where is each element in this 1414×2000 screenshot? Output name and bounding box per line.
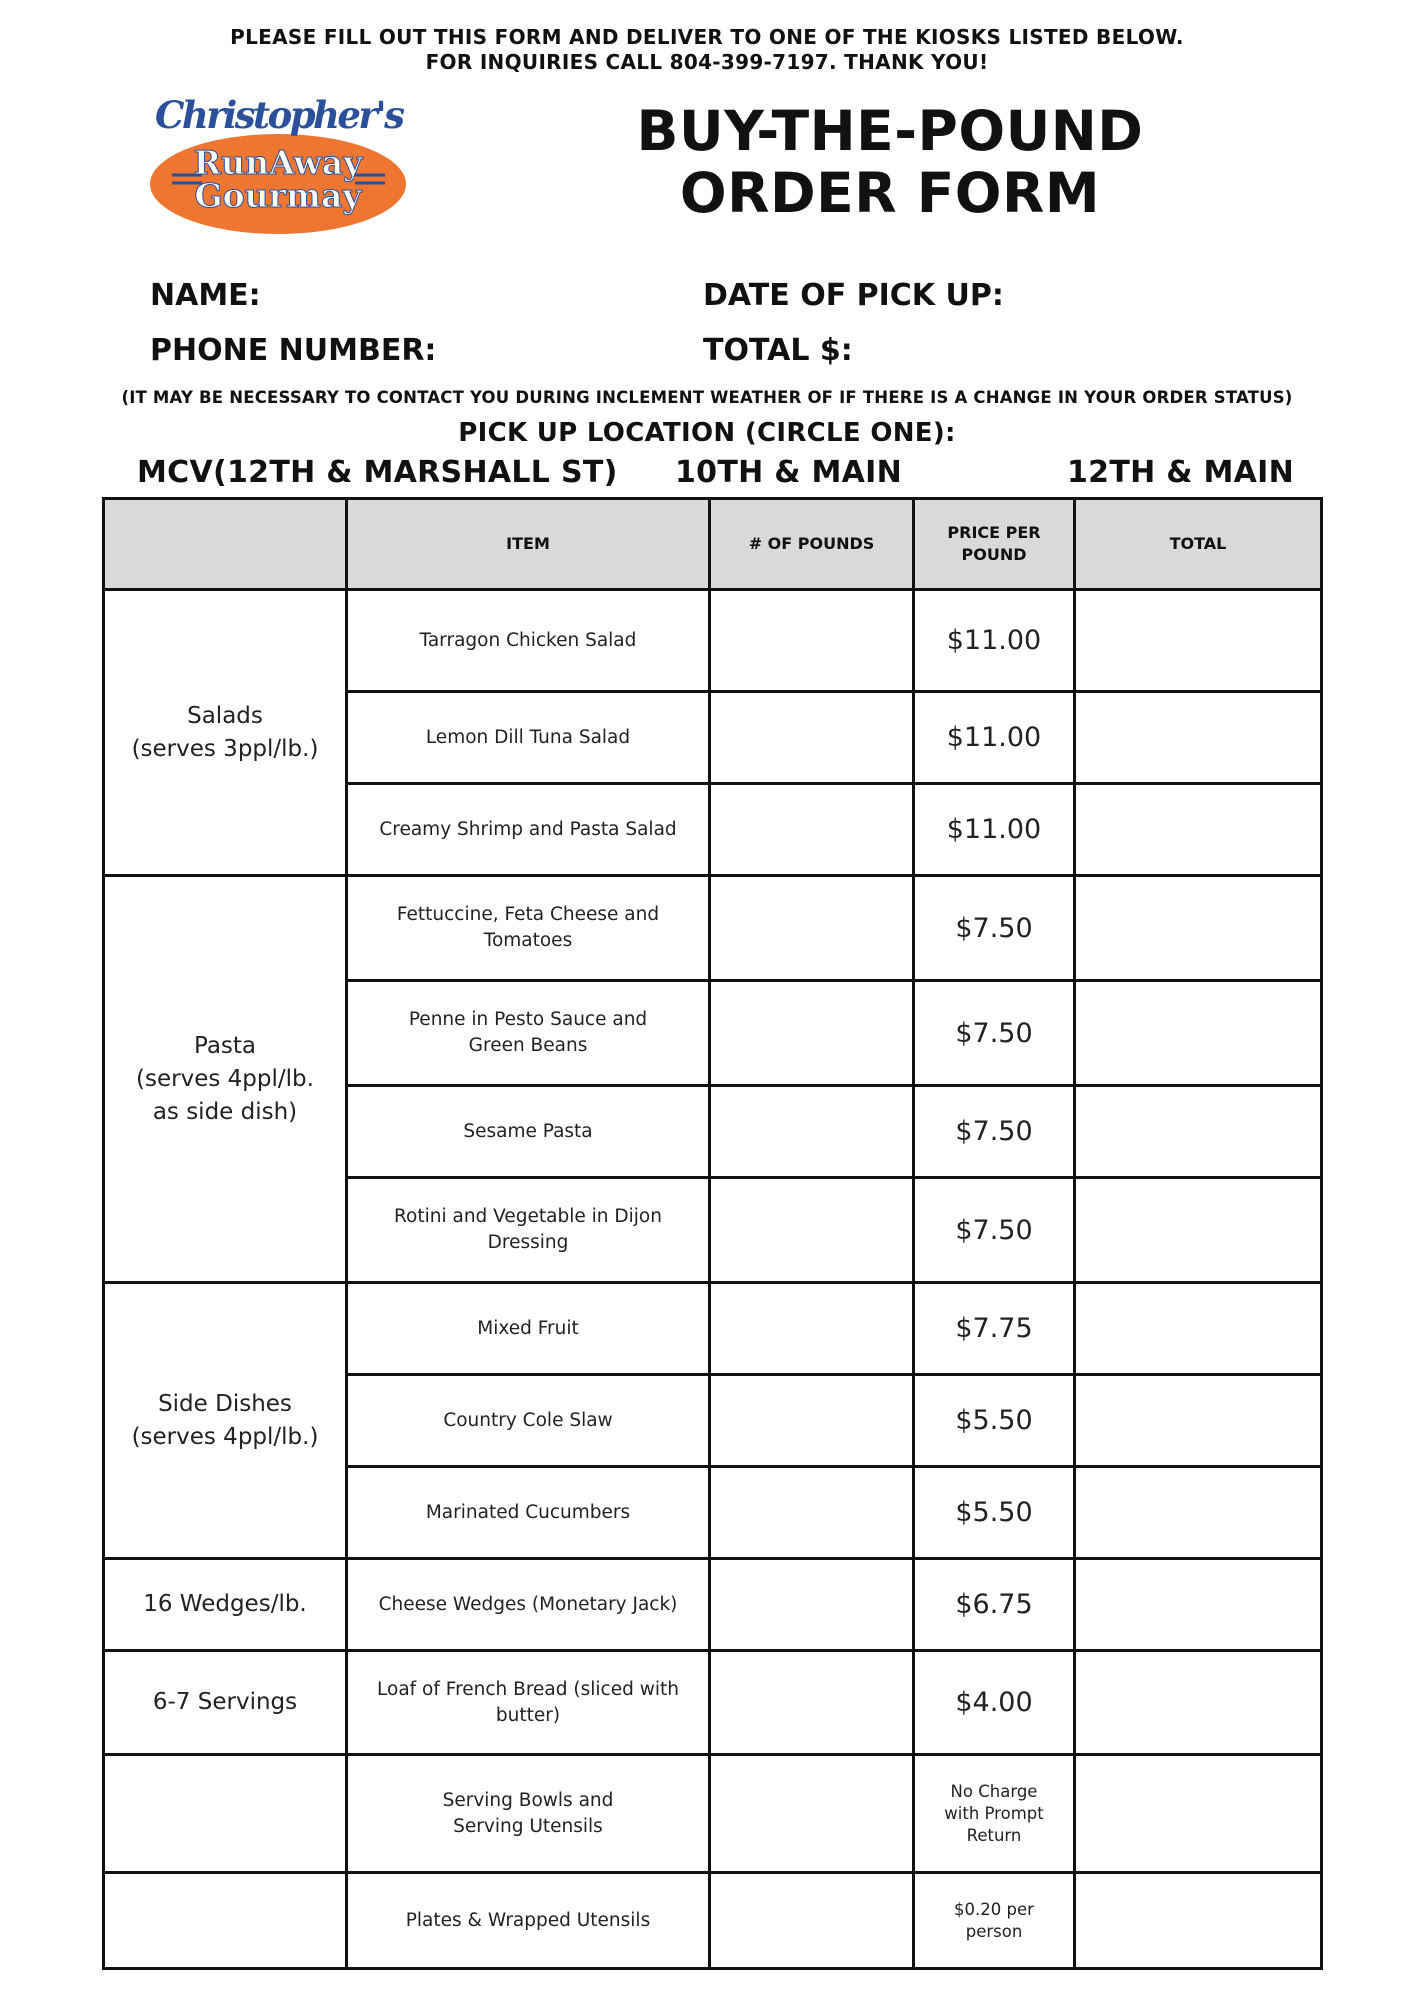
header-price-per-pound	[914, 499, 1075, 590]
price-cell: $7.50	[914, 1086, 1075, 1178]
total-input[interactable]	[1075, 1467, 1322, 1559]
price-cell: $4.00	[914, 1651, 1075, 1755]
pounds-input[interactable]	[710, 1559, 914, 1651]
pounds-input[interactable]	[710, 692, 914, 784]
category-name: Salads	[187, 702, 263, 729]
category-name: Side Dishes	[158, 1390, 292, 1417]
category-side-dishes	[104, 1283, 347, 1559]
price-cell	[914, 1755, 1075, 1873]
table-row	[104, 1873, 1322, 1969]
table-row	[104, 1651, 1322, 1755]
order-table	[102, 497, 1323, 1970]
price-cell: $7.75	[914, 1283, 1075, 1375]
price-cell: $7.50	[914, 876, 1075, 981]
item-cell	[347, 1283, 710, 1375]
total-input[interactable]	[1075, 590, 1322, 692]
company-logo	[150, 90, 420, 240]
header-notice	[0, 25, 1414, 75]
pounds-input[interactable]	[710, 1651, 914, 1755]
contact-note: (IT MAY BE NECESSARY TO CONTACT YOU DURING INCLEMENT WEATHER OF IF THERE IS A CHANGE IN YOUR ORDER STATUS)	[121, 388, 1293, 407]
total-label: TOTAL $:	[703, 333, 853, 368]
table-row	[104, 876, 1322, 981]
header-pounds: # OF POUNDS	[710, 499, 914, 590]
name-label: NAME:	[150, 278, 261, 313]
notice-line-1: PLEASE FILL OUT THIS FORM AND DELIVER TO ONE OF THE KIOSKS LISTED BELOW.	[230, 25, 1184, 49]
category-empty	[104, 1755, 347, 1873]
total-input[interactable]	[1075, 1559, 1322, 1651]
pounds-input[interactable]	[710, 1178, 914, 1283]
category-wedges: 16 Wedges/lb.	[104, 1559, 347, 1651]
item-cell	[347, 590, 710, 692]
item-cell	[347, 981, 710, 1086]
category-note: (serves 4ppl/lb.)	[131, 1423, 319, 1450]
category-note: (serves 4ppl/lb.	[136, 1065, 314, 1092]
pounds-input[interactable]	[710, 981, 914, 1086]
page-title	[560, 100, 1220, 224]
pickup-location-title: PICK UP LOCATION (CIRCLE ONE):	[458, 418, 956, 448]
item-cell	[347, 1755, 710, 1873]
item-name: Penne in Pesto Sauce and	[408, 1009, 648, 1030]
category-bread: 6-7 Servings	[104, 1651, 347, 1755]
pounds-input[interactable]	[710, 1755, 914, 1873]
item-name-2: Dressing	[487, 1232, 569, 1253]
pounds-input[interactable]	[710, 1873, 914, 1969]
category-pasta	[104, 876, 347, 1283]
phone-number-label: PHONE NUMBER:	[150, 333, 437, 368]
header-price-line-1: PRICE PER	[947, 523, 1041, 542]
item-name: Mixed Fruit	[477, 1317, 579, 1339]
total-input[interactable]	[1075, 1283, 1322, 1375]
item-name: Tarragon Chicken Salad	[419, 629, 637, 651]
item-cell	[347, 1873, 710, 1969]
item-cell	[347, 1375, 710, 1467]
header-category	[104, 499, 347, 590]
total-input[interactable]	[1075, 692, 1322, 784]
price-cell: $11.00	[914, 692, 1075, 784]
location-10th-main[interactable]: 10TH & MAIN	[675, 455, 903, 490]
price-line-2: person	[965, 1921, 1023, 1941]
notice-line-2: FOR INQUIRIES CALL 804-399-7197. THANK YOU!	[425, 50, 989, 74]
total-input[interactable]	[1075, 1755, 1322, 1873]
pounds-input[interactable]	[710, 1467, 914, 1559]
item-name-2: Green Beans	[468, 1035, 588, 1056]
total-input[interactable]	[1075, 784, 1322, 876]
total-input[interactable]	[1075, 1178, 1322, 1283]
table-row	[104, 1755, 1322, 1873]
item-cell	[347, 1178, 710, 1283]
category-salads	[104, 590, 347, 876]
item-name-2: butter)	[495, 1704, 561, 1726]
pounds-input[interactable]	[710, 1283, 914, 1375]
item-name: Cheese Wedges (Monetary Jack)	[378, 1593, 678, 1615]
category-note-2: as side dish)	[152, 1098, 298, 1125]
item-cell	[347, 1559, 710, 1651]
price-line-1: No Charge	[950, 1781, 1038, 1801]
item-name: Loaf of French Bread (sliced with	[377, 1678, 679, 1700]
logo-gourmay-text: Gourmay	[194, 176, 362, 215]
pounds-input[interactable]	[710, 876, 914, 981]
price-line-2: with Prompt	[944, 1803, 1044, 1823]
item-cell	[347, 784, 710, 876]
table-header-row	[104, 499, 1322, 590]
total-input[interactable]	[1075, 1375, 1322, 1467]
location-mcv[interactable]: MCV(12TH & MARSHALL ST)	[137, 455, 618, 490]
price-cell: $5.50	[914, 1467, 1075, 1559]
item-cell	[347, 692, 710, 784]
table-row	[104, 1559, 1322, 1651]
category-empty	[104, 1873, 347, 1969]
pounds-input[interactable]	[710, 1086, 914, 1178]
header-total: TOTAL	[1075, 499, 1322, 590]
item-name: Fettuccine, Feta Cheese and	[396, 904, 660, 925]
total-input[interactable]	[1075, 1651, 1322, 1755]
logo-runaway-text: RunAway	[193, 143, 363, 182]
logo-script-text: Christopher's	[155, 93, 405, 137]
item-name: Lemon Dill Tuna Salad	[425, 726, 631, 748]
price-cell: $6.75	[914, 1559, 1075, 1651]
header-item: ITEM	[347, 499, 710, 590]
title-line-2: ORDER FORM	[679, 161, 1101, 225]
price-cell: $7.50	[914, 1178, 1075, 1283]
pickup-date-label: DATE OF PICK UP:	[703, 278, 1004, 313]
pounds-input[interactable]	[710, 1375, 914, 1467]
item-name: Sesame Pasta	[463, 1120, 593, 1142]
title-line-1: BUY-THE-POUND	[636, 99, 1144, 163]
item-cell	[347, 1651, 710, 1755]
total-input[interactable]	[1075, 1873, 1322, 1969]
price-cell	[914, 1873, 1075, 1969]
item-name-2: Serving Utensils	[453, 1815, 603, 1837]
header-price-line-2: POUND	[961, 545, 1027, 564]
table-row	[104, 590, 1322, 692]
item-cell	[347, 1086, 710, 1178]
item-name: Country Cole Slaw	[443, 1409, 613, 1431]
price-line-1: $0.20 per	[954, 1899, 1034, 1919]
price-line-3: Return	[966, 1825, 1022, 1845]
item-name-2: Tomatoes	[483, 930, 573, 951]
total-input[interactable]	[1075, 1086, 1322, 1178]
price-cell: $11.00	[914, 784, 1075, 876]
item-cell	[347, 876, 710, 981]
category-name: Pasta	[193, 1032, 257, 1059]
price-cell: $7.50	[914, 981, 1075, 1086]
category-note: (serves 3ppl/lb.)	[131, 735, 319, 762]
price-cell: $11.00	[914, 590, 1075, 692]
total-input[interactable]	[1075, 981, 1322, 1086]
pounds-input[interactable]	[710, 784, 914, 876]
item-name: Plates & Wrapped Utensils	[405, 1909, 651, 1931]
item-cell	[347, 1467, 710, 1559]
price-cell: $5.50	[914, 1375, 1075, 1467]
table-row	[104, 1283, 1322, 1375]
item-name: Creamy Shrimp and Pasta Salad	[379, 818, 677, 840]
item-name: Marinated Cucumbers	[425, 1501, 631, 1523]
location-12th-main[interactable]: 12TH & MAIN	[1067, 455, 1295, 490]
pounds-input[interactable]	[710, 590, 914, 692]
total-input[interactable]	[1075, 876, 1322, 981]
item-name: Serving Bowls and	[442, 1789, 614, 1811]
item-name: Rotini and Vegetable in Dijon	[394, 1206, 662, 1227]
